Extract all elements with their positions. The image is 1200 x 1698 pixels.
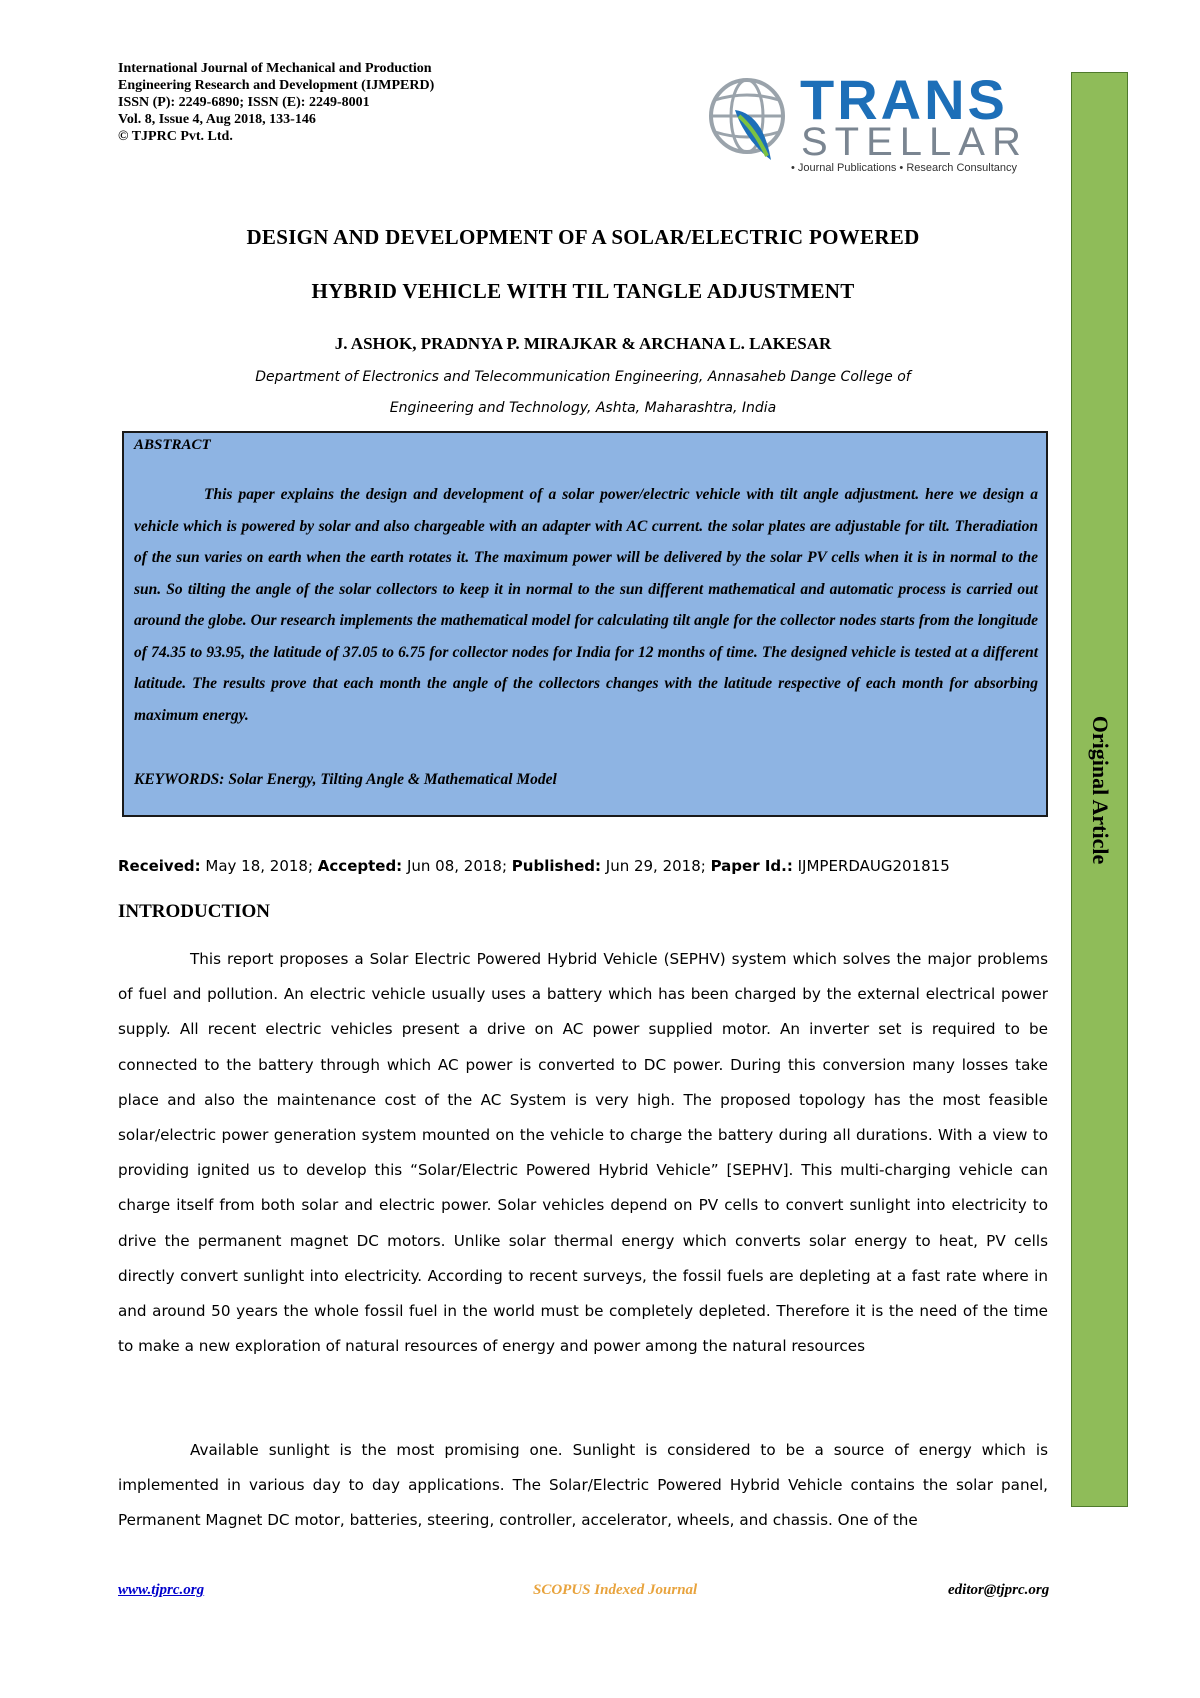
footer-email: editor@tjprc.org	[948, 1582, 1050, 1598]
keywords-value: : Solar Energy, Tilting Angle & Mathematical Model	[219, 771, 557, 788]
globe-leaf-logo-icon	[705, 70, 795, 170]
paper-id-value: IJMPERDAUG201815	[792, 857, 950, 875]
side-label: Original Article	[1088, 715, 1113, 865]
journal-info	[118, 60, 578, 145]
footer-website-link[interactable]: www.tjprc.org	[118, 1582, 205, 1598]
logo-word-trans: TRANS	[800, 68, 1008, 131]
published-label: Published:	[511, 857, 601, 875]
keywords-label: KEYWORDS	[134, 771, 220, 788]
logo-tagline: • Journal Publications • Research Consultancy	[791, 162, 1017, 174]
accepted-label: Accepted:	[317, 857, 403, 875]
received-value: May 18, 2018;	[200, 857, 318, 875]
published-value: Jun 29, 2018;	[601, 857, 711, 875]
introduction-paragraph-2: Available sunlight is the most promising one. Sunlight is considered to be a source of energy which is implemented in various day to day applications. The Solar/Electric Powered Hybrid Vehicle contains the solar panel, Permanent Magnet DC motor, batteries, steering, controller, accelerator, wheels, and chassis. One of the	[118, 1441, 1048, 1530]
logo-word-stellar: STELLAR	[801, 120, 1028, 164]
affiliation-line1: Department of Electronics and Telecommunication Engineering, Annasaheb Dange College of	[255, 369, 911, 385]
introduction-heading: INTRODUCTION	[118, 901, 271, 922]
footer-scopus: SCOPUS Indexed Journal	[533, 1582, 698, 1598]
paper-id-label: Paper Id.:	[710, 857, 793, 875]
affiliation-line2: Engineering and Technology, Ashta, Maharashtra, India	[389, 400, 777, 416]
keywords	[134, 771, 557, 789]
introduction-paragraph-1: This report proposes a Solar Electric Powered Hybrid Vehicle (SEPHV) system which solves the major problems of fuel and pollution. An electric vehicle usually uses a battery which has been charged by the external electrical power supply. All recent electric vehicles present a drive on AC power supplied motor. An inverter set is required to be connected to the battery through which AC power is converted to DC power. During this conversion many losses take place and also the maintenance cost of the AC System is very high. The proposed topology has the most feasible solar/electric power generation system mounted on the vehicle to charge the battery during all durations. With a view to providing ignited us to develop this “Solar/Electric Powered Hybrid Vehicle” [SEPHV]. This multi-charging vehicle can charge itself from both solar and electric power. Solar vehicles depend on PV cells to convert sunlight into electricity to drive the permanent magnet DC motors. Unlike solar thermal energy which converts solar energy to heat, PV cells directly convert sunlight into electricity. According to recent surveys, the fossil fuels are depleting at a fast rate where in and around 50 years the whole fossil fuel in the world must be completely depleted. Therefore it is the need of the time to make a new exploration of natural resources of energy and power among the natural resources	[118, 950, 1048, 1356]
abstract-text: This paper explains the design and development of a solar power/electric vehicle with tilt angle adjustment. here we design a vehicle which is powered by solar and also chargeable with an adapter with AC current. the solar plates are adjustable for tilt. Theradiation of the sun varies on earth when the earth rotates it. The maximum power will be delivered by the solar PV cells when it is in normal to the sun. So tilting the angle of the solar collectors to keep it in normal to the sun different mathematical and automatic process is carried out around the globe. Our research implements the mathematical model for calculating tilt angle for the collector nodes starts from the longitude of 74.35 to 93.95, the latitude of 37.05 to 6.75 for collector nodes for India for 12 months of time. The designed vehicle is tested at a different latitude. The results prove that each month the angle of the collectors changes with the latitude respective of each month for absorbing maximum energy.	[134, 486, 1038, 724]
abstract-heading: ABSTRACT	[134, 437, 211, 453]
accepted-value: Jun 08, 2018;	[402, 857, 512, 875]
received-label: Received:	[118, 857, 201, 875]
dates-line	[118, 857, 950, 875]
journal-info-line: ISSN (P): 2249-6890; ISSN (E): 2249-8001	[118, 95, 370, 110]
journal-info-line: Engineering Research and Development (IJMPERD)	[118, 78, 435, 93]
journal-info-line: © TJPRC Pvt. Ltd.	[118, 129, 233, 144]
paper-title-line2: HYBRID VEHICLE WITH TIL TANGLE ADJUSTMENT	[311, 279, 855, 303]
journal-info-line: International Journal of Mechanical and Production	[118, 61, 432, 76]
abstract-box	[122, 431, 1048, 817]
journal-info-line: Vol. 8, Issue 4, Aug 2018, 133-146	[118, 112, 316, 127]
authors: J. ASHOK, PRADNYA P. MIRAJKAR & ARCHANA L. LAKESAR	[334, 334, 832, 353]
transstellar-logo	[705, 70, 1065, 180]
paper-title-line1: DESIGN AND DEVELOPMENT OF A SOLAR/ELECTRIC POWERED	[246, 225, 920, 249]
